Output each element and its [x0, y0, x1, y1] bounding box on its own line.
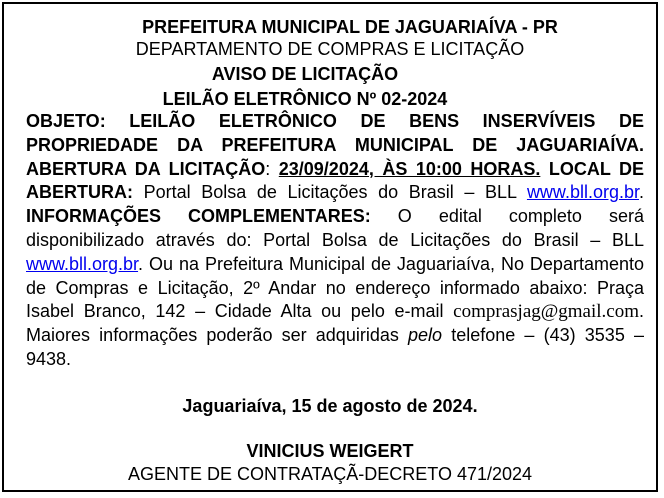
signer-name: VINICIUS WEIGERT	[246, 441, 414, 461]
notice-body	[26, 110, 644, 372]
info-label: INFORMAÇÕES COMPLEMENTARES:	[26, 206, 371, 227]
info-text: O edital completo será disponibilizado através do: Portal Bolsa de Licitações do Brasil – BLL	[26, 206, 644, 250]
municipality-title: PREFEITURA MUNICIPAL DE JAGUARIAÍVA - PR	[142, 17, 558, 37]
bll-link-1[interactable]: www.bll.org.br	[526, 182, 639, 203]
notice-title: AVISO DE LICITAÇÃO	[211, 64, 399, 84]
notice-box	[2, 2, 658, 492]
signer-role: AGENTE DE CONTRATAÇÃ-DECRETO 471/2024	[127, 464, 533, 484]
pelo-italic: pelo	[408, 325, 443, 346]
bll-link-2[interactable]: www.bll.org.br	[26, 253, 139, 274]
info-text-4: telefone – (43) 3535 – 9438.	[26, 325, 645, 369]
info-text-3: . Maiores informações poderão ser adquiridas	[26, 301, 644, 346]
location-text: Portal Bolsa de Licitações do Brasil – BLL	[133, 182, 527, 203]
opening-date: 23/09/2024, ÀS 10:00 HORAS.	[278, 158, 541, 179]
colon: :	[265, 158, 279, 179]
auction-number: LEILÃO ELETRÔNICO Nº 02-2024	[162, 89, 448, 109]
object-text: OBJETO: LEILÃO ELETRÔNICO DE BENS INSERVÍVEIS DE PROPRIEDADE DA PREFEITURA MUNICIPAL DE JAGUARIAÍVA. ABERTURA DA LICITAÇÃO	[26, 111, 644, 179]
issue-date: Jaguariaíva, 15 de agosto de 2024.	[182, 396, 478, 416]
location-label: LOCAL DE ABERTURA:	[26, 158, 644, 203]
period: .	[638, 182, 644, 203]
email-address[interactable]: comprasjag@gmail.com	[453, 301, 639, 323]
info-text-2: . Ou na Prefeitura Municipal de Jaguariaíva, No Departamento de Compras e Licitação, 2º Andar no endereço informado abaixo: Praça Isabel Branco, 142 – Cidade Alta ou pelo e-mail	[26, 253, 644, 322]
department-title: DEPARTAMENTO DE COMPRAS E LICITAÇÃO	[135, 39, 525, 59]
